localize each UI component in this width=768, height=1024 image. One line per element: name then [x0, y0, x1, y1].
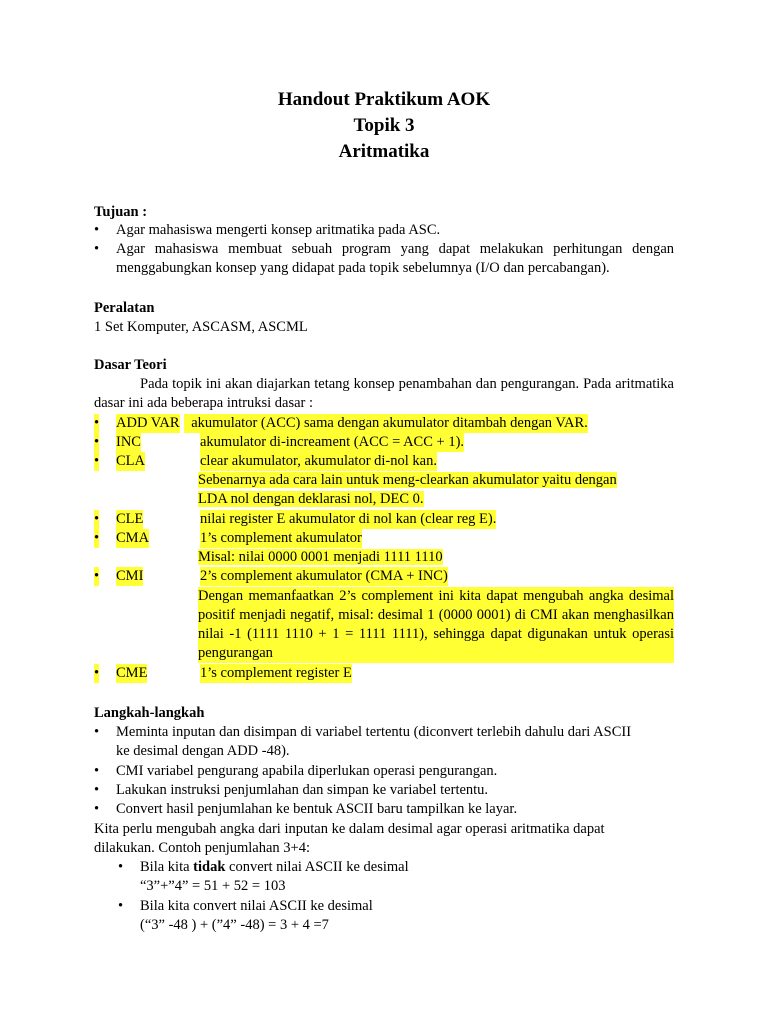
- langkah-item-4: Convert hasil penjumlahan ke bentuk ASCII baru tampilkan ke layar.: [116, 801, 518, 817]
- bullet: •: [94, 530, 100, 546]
- langkah-paragraph-2: dilakukan. Contoh penjumlahan 3+4:: [94, 840, 310, 856]
- langkah-bullet-2: •: [94, 763, 100, 779]
- instr-cla: [94, 452, 674, 471]
- instr-cle: [94, 510, 674, 529]
- instr-desc: akumulator di-increament (ACC = ACC + 1).: [200, 434, 465, 450]
- instr-name: ADD VAR: [116, 415, 180, 431]
- instr-desc: 2’s complement akumulator (CMA + INC): [200, 568, 448, 584]
- langkah-heading: Langkah-langkah: [94, 705, 205, 721]
- example-bullet-1: •: [118, 859, 124, 875]
- example-bullet-2: •: [118, 898, 124, 914]
- instr-cmi: [94, 567, 674, 586]
- example-2-equation: (“3” -48 ) + (”4” -48) = 3 + 4 =7: [140, 917, 329, 933]
- cla-note: Sebenarnya ada cara lain untuk meng-clearkan akumulator yaitu dengan LDA nol dengan deklarasi nol, DEC 0.: [198, 472, 617, 507]
- langkah-paragraph-1: Kita perlu mengubah angka dari inputan ke dalam desimal agar operasi aritmatika dapat: [94, 821, 605, 837]
- title-line-3: Aritmatika: [338, 141, 430, 162]
- tujuan-bullet-2: •: [94, 241, 100, 257]
- langkah-item-2: CMI variabel pengurang apabila diperlukan operasi pengurangan.: [116, 763, 498, 779]
- instr-desc: 1’s complement register E: [200, 665, 352, 681]
- bullet: •: [94, 568, 100, 584]
- instr-add-var: [94, 414, 674, 433]
- instr-name: CME: [116, 665, 148, 681]
- cmi-note: Dengan memanfaatkan 2’s complement ini kita dapat mengubah angka desimal positif menjadi negatif, misal: desimal 1 (0000 0001) di CMI akan menghasilkan nilai -1 (1111 1110 + 1 = 1111 1111), sehingga dapat digunakan untuk operasi pengurangan: [198, 588, 674, 661]
- langkah-item-3: Lakukan instruksi penjumlahan dan simpan ke variabel tertentu.: [116, 782, 489, 798]
- bullet: •: [94, 453, 100, 469]
- instr-desc: 1’s complement akumulator: [200, 530, 362, 546]
- langkah-bullet-3: •: [94, 782, 100, 798]
- instr-desc: clear akumulator, akumulator di-nol kan.: [200, 453, 437, 469]
- peralatan-text: 1 Set Komputer, ASCASM, ASCML: [94, 319, 308, 335]
- tujuan-item-2: Agar mahasiswa membuat sebuah program yang dapat melakukan perhitungan dengan menggabungkan konsep yang didapat pada topik sebelumnya (I/O dan percabangan).: [116, 241, 674, 276]
- instr-name: CLA: [116, 453, 145, 469]
- example-1-text: Bila kita tidak convert nilai ASCII ke desimal: [140, 859, 409, 875]
- peralatan-heading: Peralatan: [94, 300, 155, 316]
- dasar-teori-heading: Dasar Teori: [94, 357, 167, 373]
- tujuan-bullet-1: •: [94, 222, 100, 238]
- instr-desc: nilai register E akumulator di nol kan (clear reg E).: [200, 511, 497, 527]
- tujuan-item-1: Agar mahasiswa mengerti konsep aritmatika pada ASC.: [116, 222, 441, 238]
- example-2-text: Bila kita convert nilai ASCII ke desimal: [140, 898, 373, 914]
- tujuan-heading: Tujuan :: [94, 204, 148, 220]
- title-line-2: Topik 3: [353, 115, 415, 136]
- bullet: •: [94, 415, 100, 431]
- bullet: •: [94, 434, 100, 450]
- instr-cma: [94, 529, 674, 548]
- instr-cme: [94, 664, 674, 683]
- instr-name: INC: [116, 434, 141, 450]
- instr-name: CMI: [116, 568, 144, 584]
- bullet: •: [94, 665, 100, 681]
- instr-name: CMA: [116, 530, 150, 546]
- cma-note: Misal: nilai 0000 0001 menjadi 1111 1110: [198, 549, 443, 565]
- instr-name: CLE: [116, 511, 144, 527]
- instr-desc: akumulator (ACC) sama dengan akumulator ditambah dengan VAR.: [184, 414, 588, 433]
- dasar-teori-intro: Pada topik ini akan diajarkan tetang konsep penambahan dan pengurangan. Pada aritmatika dasar ini ada beberapa intruksi dasar :: [94, 376, 674, 411]
- langkah-item-1-cont: ke desimal dengan ADD -48).: [116, 743, 290, 759]
- langkah-bullet-4: •: [94, 801, 100, 817]
- instr-inc: [94, 433, 674, 452]
- bullet: •: [94, 511, 100, 527]
- langkah-item-1: Meminta inputan dan disimpan di variabel tertentu (diconvert terlebih dahulu dari ASCII: [116, 724, 632, 740]
- title-line-1: Handout Praktikum AOK: [277, 89, 491, 110]
- example-1-equation: “3”+”4” = 51 + 52 = 103: [140, 878, 286, 894]
- langkah-bullet-1: •: [94, 724, 100, 740]
